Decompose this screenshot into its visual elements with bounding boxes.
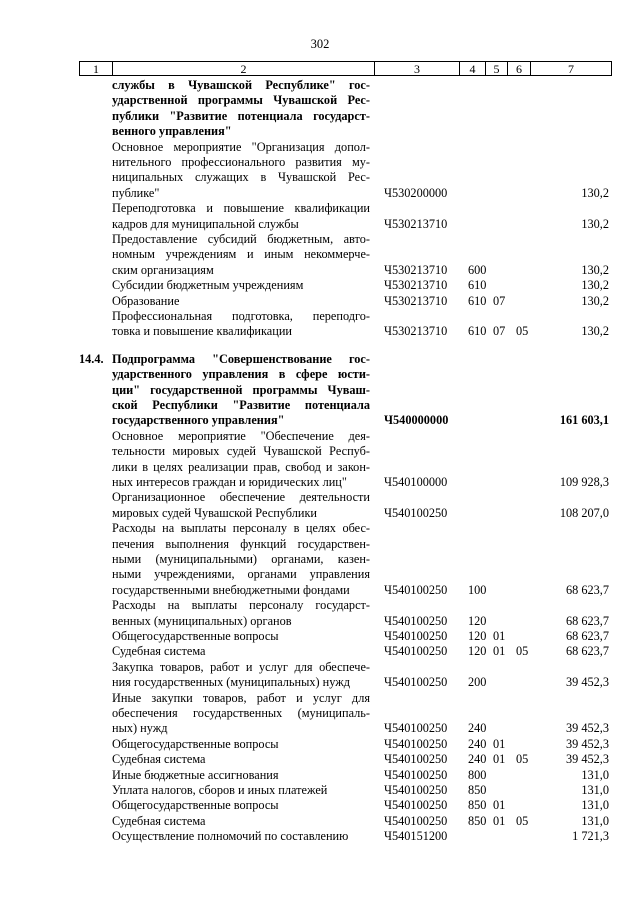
header-col-7: 7: [568, 62, 574, 76]
row-amount: 131,0: [581, 813, 609, 828]
table-row: [0, 521, 640, 598]
row-description-line: Осуществление полномочий по составлению: [112, 829, 349, 844]
row-code: Ч540100250: [384, 644, 448, 659]
row-description-line: Организационное обеспечение деятельности: [112, 490, 370, 505]
row-code: Ч540100250: [384, 629, 448, 643]
row-description-line: товка и повышение квалификации: [112, 324, 292, 339]
row-amount: 130,2: [581, 293, 609, 308]
row-description-line: тельности мировых судей Чувашской Респуб-: [112, 444, 370, 459]
table-row: [0, 752, 640, 767]
row-description-line: ударственного управления в сфере юсти-: [112, 367, 370, 382]
row-description-line: обеспечения государственных (муниципаль-: [112, 705, 370, 720]
row-code: Ч540100250: [384, 783, 448, 797]
row-col-5: 07: [493, 293, 506, 308]
table-row: [0, 644, 640, 659]
row-description-line: лики в целях реализации прав, свобод и закон-: [112, 459, 370, 474]
row-description-line: публике": [112, 185, 160, 200]
row-description-line: Общегосударственные вопросы: [112, 736, 279, 751]
row-col-5: 01: [493, 798, 506, 813]
row-description-line: Переподготовка и повышение квалификации: [112, 201, 370, 216]
row-col-4: 800: [468, 767, 487, 782]
row-col-4: 850: [468, 798, 487, 813]
header-col-5: 5: [486, 62, 508, 75]
page-number: 302: [310, 37, 330, 51]
table-row: [0, 598, 640, 629]
row-amount: 68 623,7: [565, 644, 609, 659]
row-col-5: 01: [493, 752, 506, 767]
row-col-4: 240: [468, 721, 487, 736]
table-row: [0, 278, 640, 293]
row-description-line: государственного управления": [112, 413, 285, 428]
row-col-4: 120: [468, 644, 487, 659]
row-amount: 39 452,3: [565, 752, 609, 767]
table-row: [0, 629, 640, 644]
row-amount: 130,2: [581, 262, 609, 277]
row-description-line: Расходы на выплаты персоналу в целях обес-: [112, 521, 370, 536]
row-description-line: ции" государственной программы Чуваш-: [112, 382, 370, 397]
row-description-line: Образование: [112, 293, 180, 308]
table-row: [0, 829, 640, 844]
row-description-line: кадров для муниципальной службы: [112, 216, 299, 231]
row-description-line: Уплата налогов, сборов и иных платежей: [112, 783, 328, 797]
row-col-4: 240: [468, 752, 487, 767]
row-description-line: ных) нужд: [112, 721, 168, 736]
table-row: [0, 78, 640, 140]
row-description-line: Общегосударственные вопросы: [112, 629, 279, 643]
row-col-4: 120: [468, 613, 487, 628]
row-col-4: 200: [468, 675, 487, 690]
header-col-3: 3: [375, 62, 460, 75]
row-code: Ч530213710: [384, 278, 448, 293]
row-col-5: 01: [493, 629, 506, 643]
row-description-line: Судебная система: [112, 644, 206, 659]
row-col-5: 01: [493, 644, 506, 659]
row-amount: 130,2: [581, 216, 609, 231]
header-col-6: 6: [508, 62, 531, 75]
table-row: [0, 798, 640, 813]
row-col-4: 610: [468, 293, 487, 308]
row-description-line: Иные закупки товаров, работ и услуг для: [112, 690, 370, 705]
row-code: Ч530213710: [384, 262, 448, 277]
row-code: Ч540100250: [384, 721, 448, 736]
row-amount: 39 452,3: [565, 721, 609, 736]
row-description-line: Закупка товаров, работ и услуг для обеспече-: [112, 659, 370, 674]
table-row: [0, 783, 640, 798]
row-col-4: 240: [468, 736, 487, 751]
row-amount: 68 623,7: [565, 582, 609, 597]
table-row: [0, 768, 640, 783]
row-description-line: Основное мероприятие "Обеспечение дея-: [112, 428, 370, 443]
table-header: [79, 61, 612, 76]
row-amount: 130,2: [581, 185, 609, 200]
row-description-line: публики "Развитие потенциала государст-: [112, 108, 370, 123]
table-row: [0, 429, 640, 491]
table-row: [0, 294, 640, 309]
row-description-line: государственными внебюджетными фондами: [112, 582, 350, 597]
row-col-4: 610: [468, 324, 487, 339]
row-amount: 130,2: [581, 324, 609, 339]
row-description-line: ударственной программы Чувашской Рес-: [112, 93, 370, 108]
row-col-4: 850: [468, 783, 487, 797]
row-col-6: 05: [516, 752, 529, 767]
row-code: Ч540100250: [384, 675, 448, 690]
row-code: Ч540100250: [384, 767, 448, 782]
row-description-line: Общегосударственные вопросы: [112, 798, 279, 813]
row-description-line: венных (муниципальных) органов: [112, 613, 292, 628]
table-row: [0, 660, 640, 691]
row-description-line: Профессиональная подготовка, переподго-: [112, 309, 370, 323]
row-description-line: номным учреждениям и иным некоммерче-: [112, 247, 370, 262]
table-row: [0, 814, 640, 829]
row-description-line: ниципальных служащих в Чувашской Рес-: [112, 170, 370, 185]
row-code: Ч540100250: [384, 752, 448, 767]
row-description-line: ными учреждениями, органами управления: [112, 567, 370, 582]
row-col-5: 01: [493, 736, 506, 751]
row-description-line: Расходы на выплаты персоналу государст-: [112, 598, 370, 613]
header-col-1: 1: [80, 62, 113, 75]
row-code: Ч540100250: [384, 505, 448, 520]
row-description-line: Судебная система: [112, 752, 206, 767]
row-description-line: ными (муниципальными) органами, казен-: [112, 551, 370, 566]
row-code: Ч540000000: [384, 413, 449, 428]
row-code: Ч540100250: [384, 613, 448, 628]
row-description-line: Предоставление субсидий бюджетным, авто-: [112, 232, 370, 246]
row-col-4: 600: [468, 262, 487, 277]
row-code: Ч540151200: [384, 829, 448, 844]
row-code: Ч530213710: [384, 216, 448, 231]
row-description-line: венного управления": [112, 124, 232, 139]
row-code: Ч540100250: [384, 813, 448, 828]
row-code: Ч530213710: [384, 324, 448, 339]
section-number: 14.4.: [79, 351, 104, 366]
row-amount: 68 623,7: [565, 613, 609, 628]
row-description-line: Судебная система: [112, 813, 206, 828]
row-description-line: нительного профессионального развития му-: [112, 154, 370, 169]
row-description-line: службы в Чувашской Республике" гос-: [112, 78, 370, 92]
row-col-6: 05: [516, 644, 529, 659]
row-amount: 161 603,1: [559, 413, 609, 428]
row-amount: 39 452,3: [565, 736, 609, 751]
row-amount: 131,0: [581, 798, 609, 813]
row-col-4: 610: [468, 278, 487, 293]
row-col-5: 07: [493, 324, 506, 339]
row-amount: 68 623,7: [565, 629, 609, 643]
table-row: [0, 140, 640, 202]
table-row: [0, 309, 640, 340]
row-code: Ч540100000: [384, 474, 448, 489]
table-row: [0, 201, 640, 232]
row-amount: 131,0: [581, 767, 609, 782]
row-description-line: ния государственных (муниципальных) нужд: [112, 675, 351, 690]
row-amount: 109 928,3: [559, 474, 609, 489]
row-amount: 130,2: [581, 278, 609, 293]
row-col-5: 01: [493, 813, 506, 828]
row-description-line: Иные бюджетные ассигнования: [112, 767, 279, 782]
row-description-line: Субсидии бюджетным учреждениям: [112, 278, 304, 293]
row-description-line: печения выполнения функций государствен-: [112, 536, 370, 551]
row-col-6: 05: [516, 813, 529, 828]
row-code: Ч540100250: [384, 582, 448, 597]
row-code: Ч530213710: [384, 293, 448, 308]
table-row: [0, 737, 640, 752]
row-description-line: Основное мероприятие "Организация допол-: [112, 139, 370, 154]
row-description-line: мировых судей Чувашской Республики: [112, 505, 317, 520]
row-code: Ч540100250: [384, 798, 448, 813]
table-row: [0, 490, 640, 521]
row-amount: 1 721,3: [572, 829, 609, 844]
row-col-4: 120: [468, 629, 487, 643]
row-description-line: ных интересов граждан и юридических лиц": [112, 474, 347, 489]
row-amount: 108 207,0: [559, 505, 609, 520]
row-description-line: ской Республики "Развитие потенциала: [112, 397, 370, 412]
table-row: [0, 232, 640, 278]
table-row: [0, 691, 640, 737]
row-code: Ч540100250: [384, 736, 448, 751]
row-code: Ч530200000: [384, 185, 448, 200]
header-col-2: 2: [113, 62, 375, 75]
row-col-4: 850: [468, 813, 487, 828]
row-col-4: 100: [468, 582, 487, 597]
header-col-4: 4: [460, 62, 486, 75]
row-description-line: ским организациям: [112, 262, 214, 277]
row-description-line: Подпрограмма "Совершенствование гос-: [112, 351, 370, 366]
row-amount: 39 452,3: [565, 675, 609, 690]
table-row: [0, 352, 640, 429]
row-amount: 131,0: [581, 783, 609, 797]
row-col-6: 05: [516, 324, 529, 339]
